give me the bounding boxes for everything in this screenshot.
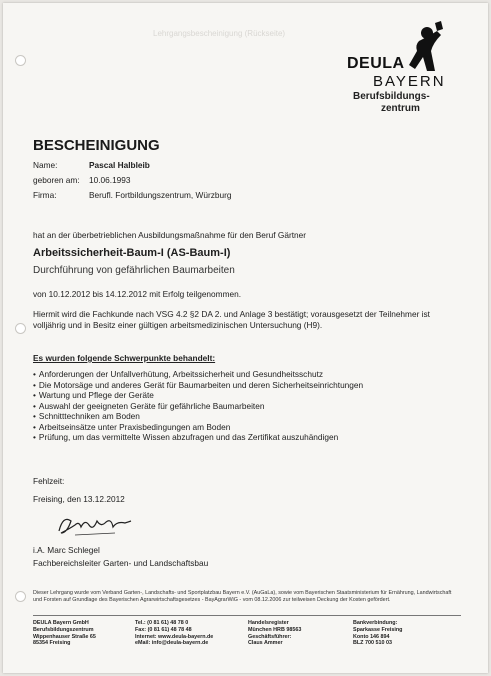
footer-divider [33,615,461,616]
place-and-date: Freising, den 13.12.2012 [33,494,125,504]
absence-label: Fehlzeit: [33,476,65,486]
focus-list [33,369,453,443]
confirmation-text: Hiermit wird die Fachkunde nach VSG 4.2 §2 DA 2. und Anlage 3 bestätigt; vorausgesetzt der Teilnehmer ist volljährig und in Besitz einer gültigen arbeitsmedizinischen Untersuchung (H9). [33,309,430,330]
logo-wordmark-bayern: BAYERN [373,73,446,90]
logo-subtitle: Berufsbildungs- zentrum [353,91,430,114]
document-title: BESCHEINIGUNG [33,137,160,154]
signature-icon [55,511,135,539]
footer-address: DEULA Bayern GmbH Berufsbildungszentrum Wippenhauser Straße 65 85354 Freising [33,620,96,647]
person-company-row: Firma: Berufl. Fortbildungszentrum, Würzburg [33,190,232,200]
course-title: Arbeitssicherheit-Baum-I (AS-Baum-I) [33,247,231,259]
footer-contact: Tel.: (0 81 61) 48 78 0 Fax: (0 81 61) 48 78 48 Internet: www.deula-bayern.de eMail: info@deula-bayern.de [135,620,214,647]
signer-role: Fachbereichsleiter Garten- und Landschaftsbau [33,558,209,568]
person-birthdate-row: geboren am: 10.06.1993 [33,175,131,185]
punch-hole-bottom [15,591,26,602]
certificate-page [3,3,488,673]
list-item: • Anforderungen der Unfallverhütung, Arbeitssicherheit und Gesundheitsschutz [33,369,453,380]
footer-register: Handelsregister München HRB 98563 Geschäftsführer: Claus Ammer [248,620,302,647]
intro-text: hat an der überbetrieblichen Ausbildungsmaßnahme für den Beruf Gärtner [33,230,307,240]
focus-heading: Es wurden folgende Schwerpunkte behandelt: [33,353,216,363]
footer-bank: Bankverbindung: Sparkasse Freising Konto 146 894 BLZ 700 510 03 [353,620,403,647]
list-item: • Prüfung, um das vermittelte Wissen abzufragen und das Zertifikat auszuhändigen [33,432,453,443]
list-item: • Die Motorsäge und anderes Gerät für Baumarbeiten und deren Sicherheitseinrichtungen [33,380,453,391]
show-through-text: Lehrgangsbescheinigung (Rückseite) [153,29,286,38]
deula-logo-figure-icon [405,21,453,73]
signer-name: i.A. Marc Schlegel [33,545,100,555]
course-subtitle: Durchführung von gefährlichen Baumarbeiten [33,265,235,276]
course-dates: von 10.12.2012 bis 14.12.2012 mit Erfolg teilgenommen. [33,289,242,299]
logo-wordmark-deula: DEULA [347,55,405,72]
person-name-row: Name: Pascal Halbleib [33,160,150,170]
punch-hole-middle [15,323,26,334]
list-item: • Auswahl der geeigneten Geräte für gefährliche Baumarbeiten [33,401,453,412]
list-item: • Wartung und Pflege der Geräte [33,390,453,401]
punch-hole-top [15,55,26,66]
funding-note: Dieser Lehrgang wurde vom Verband Garten-, Landschafts- und Sportplatzbau Bayern e.V. (AuGaLa), sowie vom Bayerischen Staatsministerium für Ernährung, Landwirtschaft und Forsten auf Grundlage des Bayerischen Agrarwirtschaftsgesetzes - BayAgrarWiG - vom 08.12.2006 zur teilweisen Deckung der Kosten gefördert. [33,590,452,603]
list-item: • Schnitttechniken am Boden [33,411,453,422]
list-item: • Arbeitseinsätze unter Praxisbedingungen am Boden [33,422,453,433]
